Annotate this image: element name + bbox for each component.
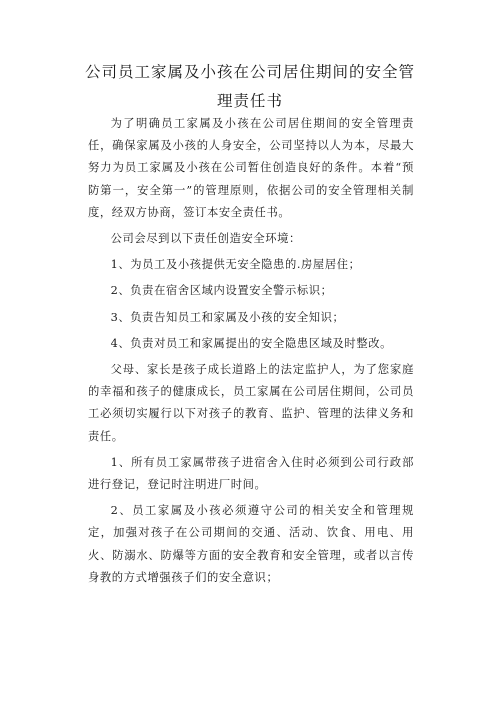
paragraph-duty-1: 1、为员工及小孩提供无安全隐患的.房屋居住； [110, 258, 361, 272]
document-title-line1: 公司员工家属及小孩在公司居住期间的安全管 [84, 63, 415, 81]
paragraph-duty-3: 3、负责告知员工和家属及小孩的安全知识； [110, 310, 345, 324]
paragraph-rule-2: 2、员工家属及小孩必须遵守公司的相关安全和管理规定，加强对孩子在公司期间的交通、活动、饮食、用电、用火、防溺水、防爆等方面的安全教育和安全管理，或者以言传身教的方式增强孩子们的安全意识； [88, 504, 414, 584]
paragraph-intro: 为了明确员工家属及小孩在公司居住期间的安全管理责任，确保家属及小孩的人身安全，公司坚持以人为本，尽最大努力为员工家属及小孩在公司暂住创造良好的条件。本着“预防第一，安全第一”的管理原则，依据公司的安全管理相关制度，经双方协商，签订本安全责任书。 [88, 117, 414, 219]
paragraph-duty-2: 2、负责在宿舍区域内设置安全警示标识； [110, 284, 333, 298]
paragraph-company-duties: 公司会尽到以下责任创造安全环境： [110, 232, 301, 246]
document-body [88, 113, 414, 593]
paragraph-rule-1: 1、所有员工家属带孩子进宿舍入住时必须到公司行政部进行登记，登记时注明进厂时间。 [88, 455, 414, 492]
document-title-line2: 理责任书 [216, 92, 283, 110]
paragraph-parent-responsibility: 父母、家长是孩子成长道路上的法定监护人，为了您家庭的幸福和孩子的健康成长，员工家属在公司居住期间，公司员工必须切实履行以下对孩子的教育、监护、管理的法律义务和责任。 [88, 363, 414, 443]
paragraph-duty-4: 4、负责对员工和家属提出的安全隐患区域及时整改。 [110, 336, 393, 350]
